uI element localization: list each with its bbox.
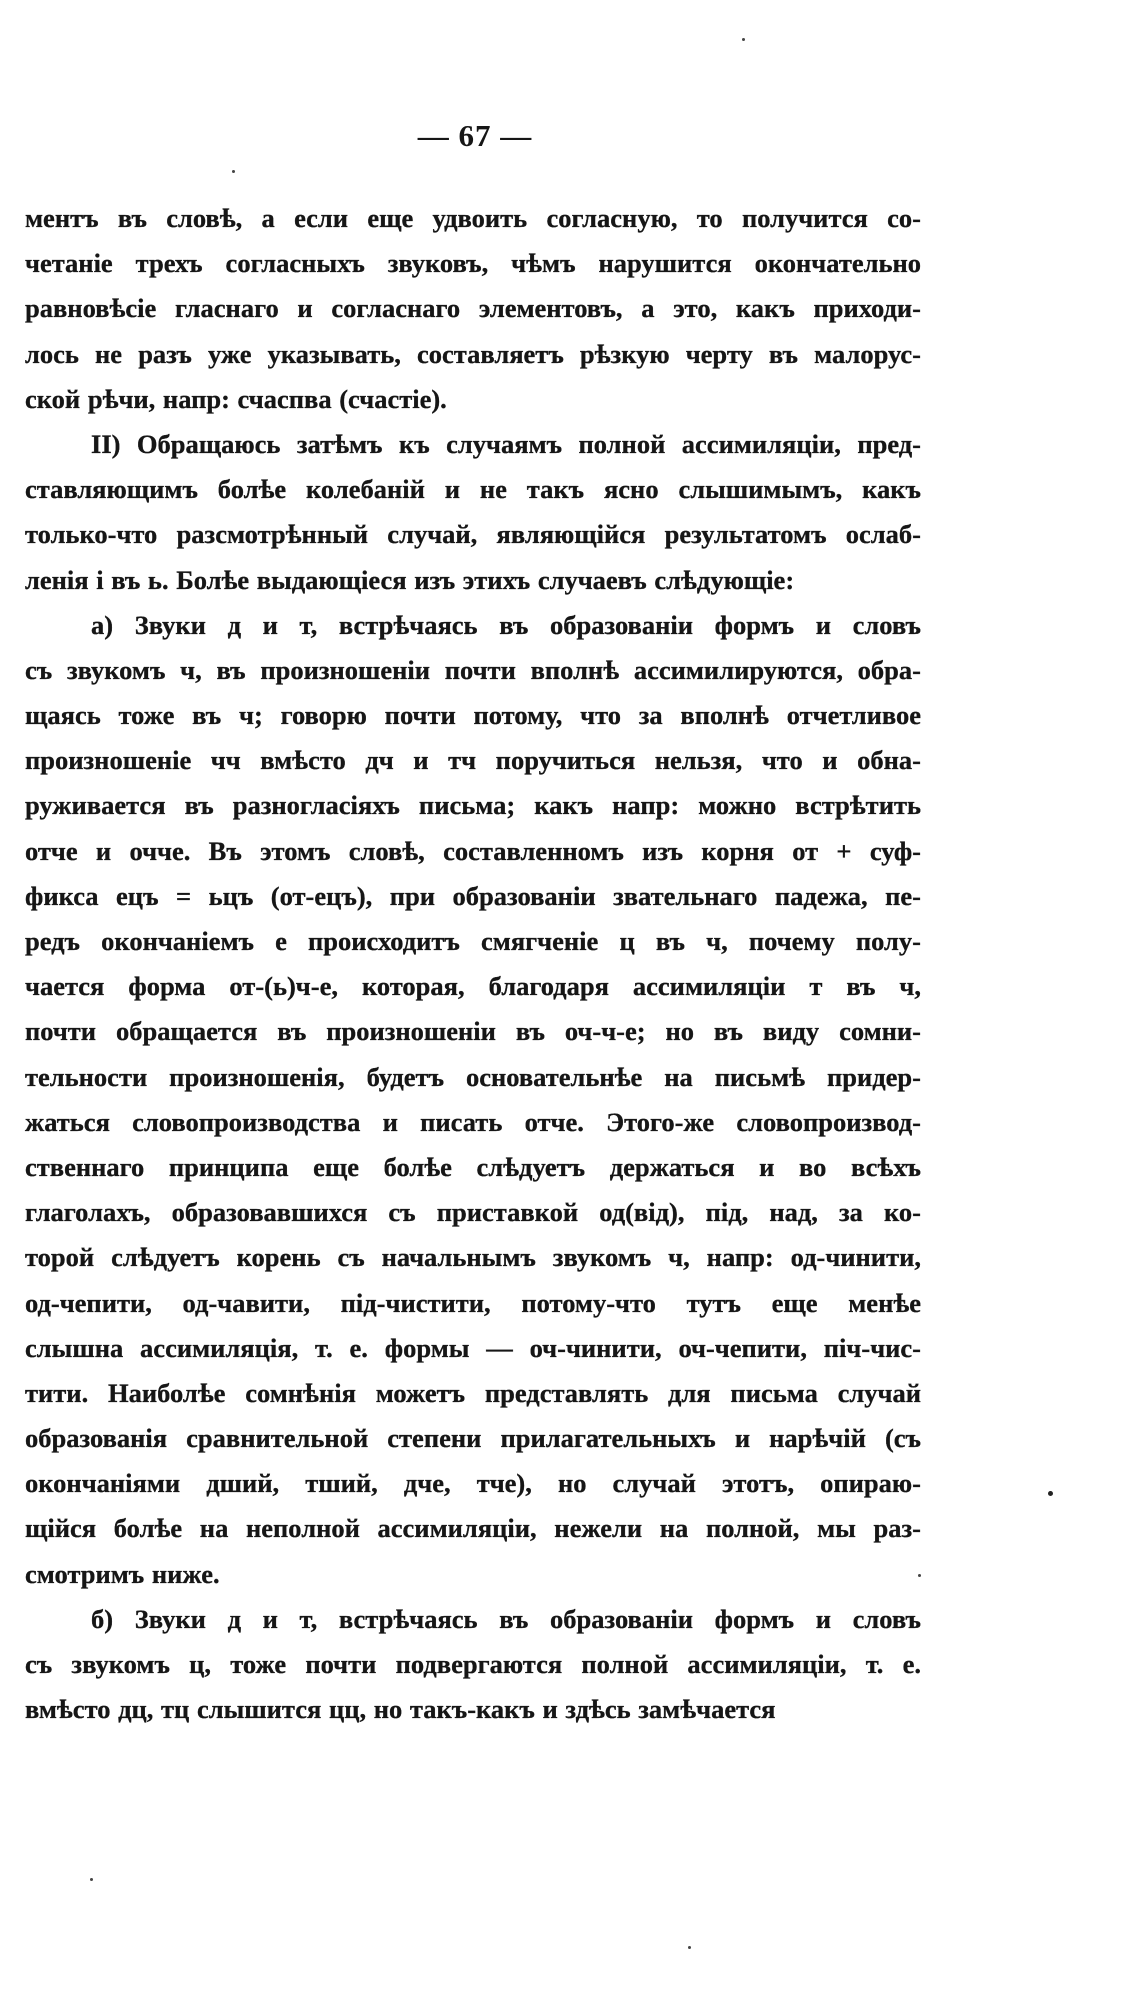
- paragraph-section-a-line: глаголахъ, образовавшихся съ приставкой од(від), під, над, за ко-: [25, 1197, 921, 1228]
- paragraph-continuation-line: ской рѣчи, напр: счаспва (счастіе).: [25, 383, 447, 414]
- paragraph-section-ii-line: только-что разсмотрѣнный случай, являющійся результатомъ ослаб-: [25, 519, 921, 550]
- scan-speck: [918, 1574, 921, 1577]
- paragraph-section-a-line: произношеніе чч вмѣсто дч и тч поручиться нельзя, что и обна-: [25, 745, 921, 776]
- paragraph-section-ii-line: ленія і въ ь. Болѣе выдающіеся изъ этихъ случаевъ слѣдующіе:: [25, 564, 795, 595]
- scan-speck: [1048, 1491, 1053, 1496]
- paragraph-section-a-line: ственнаго принципа еще болѣе слѣдуетъ держаться и во всѣхъ: [25, 1151, 921, 1182]
- paragraph-section-a-line: редъ окончаніемъ е происходитъ смягченіе ц въ ч, почему полу-: [25, 926, 921, 956]
- scan-speck: [742, 38, 745, 41]
- paragraph-section-a-line: образованія сравнительной степени прилагательныхъ и нарѣчій (съ: [25, 1423, 921, 1454]
- paragraph-section-a-line: жаться словопроизводства и писать отче. Этого-же словопроизвод-: [25, 1106, 921, 1137]
- paragraph-section-a-line: тельности произношенія, будетъ основательнѣе на письмѣ придер-: [25, 1061, 921, 1092]
- scan-speck: [90, 1878, 93, 1881]
- paragraph-section-a-line: а) Звуки д и т, встрѣчаясь въ образованіи формъ и словъ: [91, 609, 921, 640]
- paragraph-continuation-line: равновѣсіе гласнаго и согласнаго элементовъ, а это, какъ приходи-: [25, 293, 921, 324]
- paragraph-section-ii-line: ставляющимъ болѣе колебаній и не такъ ясно слышимымъ, какъ: [25, 474, 921, 505]
- paragraph-continuation-line: четаніе трехъ согласныхъ звуковъ, чѣмъ нарушится окончательно: [25, 248, 921, 279]
- paragraph-section-a-line: фикса ецъ = ьцъ (от-ецъ), при образованіи звательнаго падежа, пе-: [25, 880, 921, 911]
- paragraph-section-a-line: щійся болѣе на неполной ассимиляціи, нежели на полной, мы раз-: [25, 1513, 921, 1544]
- paragraph-continuation-line: ментъ въ словѣ, а если еще удвоить согласную, то получится со-: [25, 203, 921, 233]
- page-number: — 67 —: [417, 118, 533, 153]
- paragraph-section-b-line: съ звукомъ ц, тоже почти подвергаются полной ассимиляціи, т. е.: [25, 1649, 921, 1679]
- paragraph-section-a-line: смотримъ ниже.: [25, 1558, 220, 1589]
- paragraph-section-a-line: од-чепити, од-чавити, під-чистити, потому-что тутъ еще менѣе: [25, 1287, 921, 1318]
- paragraph-section-b-line: б) Звуки д и т, встрѣчаясь въ образованіи формъ и словъ: [91, 1603, 921, 1634]
- paragraph-section-a-line: съ звукомъ ч, въ произношеніи почти вполнѣ ассимилируются, обра-: [25, 654, 921, 685]
- paragraph-section-a-line: тити. Наиболѣе сомнѣнія можетъ представлять для письма случай: [25, 1377, 921, 1408]
- paragraph-section-a-line: чается форма от-(ь)ч-е, которая, благодаря ассимиляціи т въ ч,: [25, 971, 921, 1002]
- scan-speck: [688, 1946, 691, 1949]
- paragraph-section-a-line: почти обращается въ произношеніи въ оч-ч-е; но въ виду сомни-: [25, 1016, 921, 1047]
- paragraph-section-a-line: торой слѣдуетъ корень съ начальнымъ звукомъ ч, напр: од-чинити,: [25, 1242, 921, 1273]
- paragraph-section-a-line: отче и очче. Въ этомъ словѣ, составленномъ изъ корня от + суф-: [25, 835, 921, 866]
- scan-speck: [232, 170, 235, 173]
- paragraph-section-b-line: вмѣсто дц, тц слышится цц, но такъ-какъ и здѣсь замѣчается: [25, 1694, 776, 1725]
- paragraph-continuation-line: лось не разъ уже указывать, составляетъ рѣзкую черту въ малорус-: [25, 338, 921, 369]
- paragraph-section-a-line: слышна ассимиляція, т. е. формы — оч-чинити, оч-чепити, піч-чис-: [25, 1332, 921, 1363]
- paragraph-section-ii-line: II) Обращаюсь затѣмъ къ случаямъ полной ассимиляціи, пред-: [91, 428, 921, 459]
- paragraph-section-a-line: окончаніями дший, тший, дче, тче), но случай этотъ, опираю-: [25, 1468, 921, 1499]
- paragraph-section-a-line: руживается въ разногласіяхъ письма; какъ напр: можно встрѣтить: [25, 790, 921, 821]
- paragraph-section-a-line: щаясь тоже въ ч; говорю почти потому, что за вполнѣ отчетливое: [25, 700, 921, 731]
- body-text: [25, 196, 921, 1732]
